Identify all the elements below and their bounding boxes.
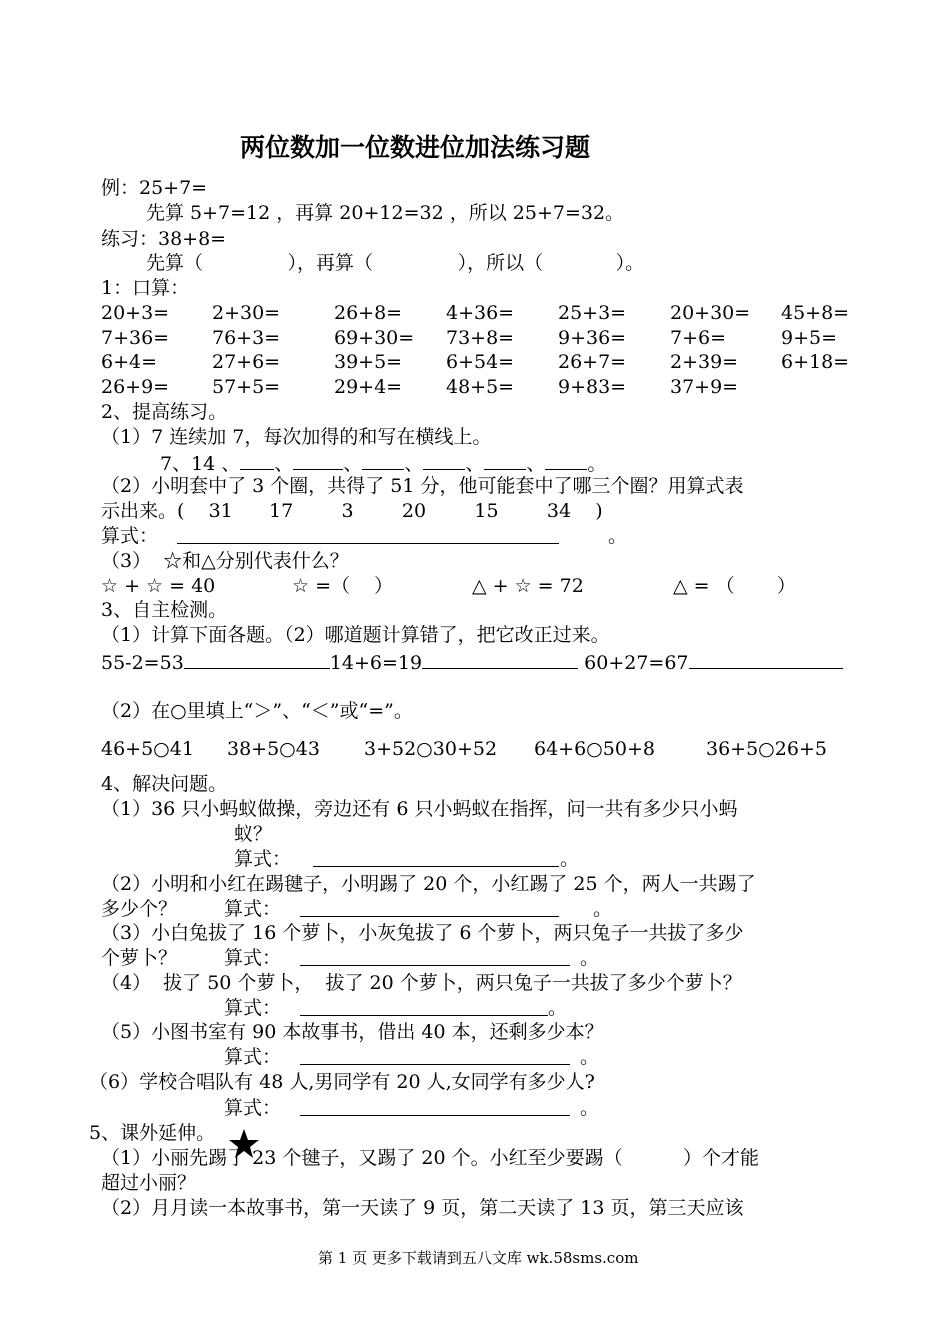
mental-math-row [101, 350, 861, 374]
period-mark: 。 [560, 848, 580, 870]
formula-answer-line[interactable] [300, 1045, 570, 1065]
section-3-heading: 3、自主检测。 [101, 599, 228, 621]
section-2-heading: 2、提高练习。 [101, 401, 228, 423]
sequence-start: 7、14 、 [160, 453, 241, 475]
period-mark: 。 [608, 525, 628, 547]
formula-answer-line[interactable] [300, 897, 559, 917]
check-equation: 14+6=19 [329, 652, 423, 674]
problem-text: （4） 拔了 50 个萝卜， 拔了 20 个萝卜，两只兔子一共拔了多少个萝卜？ [101, 972, 742, 994]
mental-math-item: 6+4= [101, 351, 158, 373]
mental-math-row [101, 375, 861, 399]
compare-item: 64+6○50+8 [534, 738, 655, 760]
mental-math-item: 73+8= [446, 327, 515, 349]
mental-math-item: 39+5= [334, 351, 403, 373]
compare-question: （2）在○里填上“＞”、“＜”或“=”。 [101, 700, 413, 722]
mental-math-row [101, 301, 861, 325]
period-mark: 。 [548, 997, 568, 1019]
mental-math-item: 69+30= [334, 327, 415, 349]
mental-math-item: 7+6= [670, 327, 727, 349]
separator: 、 [526, 453, 546, 475]
formula-label: 算式： [101, 525, 159, 547]
formula-label: 算式： [224, 947, 282, 969]
formula-answer-line[interactable] [177, 524, 559, 544]
mental-math-item: 45+8= [781, 302, 850, 324]
formula-answer-line[interactable] [300, 996, 548, 1016]
mental-math-item: 29+4= [334, 376, 403, 398]
mental-math-item: 57+5= [212, 376, 281, 398]
star-answer: ☆ =（ ） [292, 575, 394, 597]
section-5-heading: 5、课外延伸。 [89, 1122, 216, 1144]
sequence-end: 。 [587, 453, 607, 475]
mental-math-item: 4+36= [446, 302, 515, 324]
problem-text: 多少个？ [101, 898, 178, 920]
separator: 、 [343, 453, 363, 475]
page-footer: 第 1 页 更多下载请到五八文库 wk.58sms.com [318, 1249, 639, 1267]
symbol-question: （3） ☆和△分别代表什么？ [101, 550, 349, 572]
separator: 、 [404, 453, 424, 475]
period-mark: 。 [580, 1046, 600, 1068]
formula-answer-line[interactable] [313, 847, 559, 867]
check-question: （1）计算下面各题。（2）哪道题计算错了，把它改正过来。 [101, 624, 610, 646]
mental-math-item: 7+36= [101, 327, 170, 349]
section-4-heading: 4、解决问题。 [101, 773, 228, 795]
compare-item: 38+5○43 [227, 738, 320, 760]
formula-label: 算式： [224, 997, 282, 1019]
ring-question-options: 示出来。( 31 17 3 20 15 34 ) [101, 500, 603, 522]
problem-text: 蚁？ [234, 823, 273, 845]
example-question: 例：25+7= [101, 177, 208, 199]
mental-math-item: 20+3= [101, 302, 170, 324]
ring-question: （2）小明套中了 3 个圈，共得了 51 分，他可能套中了哪三个圈？用算式表 [101, 475, 744, 497]
section-1-heading: 1：口算： [101, 277, 190, 299]
mental-math-item: 6+54= [446, 351, 515, 373]
correction-line[interactable] [184, 649, 330, 669]
formula-label: 算式： [224, 898, 282, 920]
answer-blank[interactable] [484, 450, 526, 470]
triangle-equation: △ + ☆ = 72 [472, 575, 584, 597]
formula-answer-line[interactable] [300, 946, 570, 966]
triangle-answer: △ = （ ） [673, 575, 796, 597]
answer-blank[interactable] [423, 450, 465, 470]
answer-blank[interactable] [545, 450, 587, 470]
compare-item: 46+5○41 [101, 738, 194, 760]
period-mark: 。 [580, 1097, 600, 1119]
extension-text: （1）小丽先踢了 23 个毽子，又踢了 20 个。小红至少要踢（ ）个才能 [101, 1147, 759, 1169]
period-mark: 。 [593, 898, 613, 920]
page-title: 两位数加一位数进位加法练习题 [240, 133, 591, 162]
problem-text: （5）小图书室有 90 本故事书，借出 40 本，还剩多少本？ [101, 1021, 604, 1043]
separator: 、 [465, 453, 485, 475]
practice-blanks: 先算（ ），再算（ ），所以（ ）。 [146, 252, 645, 274]
formula-answer-line[interactable] [300, 1096, 570, 1116]
mental-math-item: 26+7= [558, 351, 627, 373]
mental-math-item: 27+6= [212, 351, 281, 373]
period-mark: 。 [580, 947, 600, 969]
mental-math-row [101, 326, 861, 350]
problem-text: （6）学校合唱队有 48 人,男同学有 20 人,女同学有多少人? [89, 1071, 595, 1093]
mental-math-item: 76+3= [212, 327, 281, 349]
extension-text: （2）月月读一本故事书，第一天读了 9 页，第二天读了 13 页，第三天应该 [101, 1197, 744, 1219]
correction-line[interactable] [422, 649, 578, 669]
mental-math-item: 20+30= [670, 302, 751, 324]
formula-label: 算式： [224, 1046, 282, 1068]
mental-math-item: 26+8= [334, 302, 403, 324]
check-equations [101, 649, 843, 675]
problem-text: （2）小明和小红在踢毽子，小明踢了 20 个，小红踢了 25 个，两人一共踢了 [101, 873, 756, 895]
formula-label: 算式： [234, 848, 292, 870]
separator: 、 [274, 453, 294, 475]
problem-text: （3）小白兔拔了 16 个萝卜，小灰兔拔了 6 个萝卜，两只兔子一共拔了多少 [101, 922, 744, 944]
mental-math-item: 2+30= [212, 302, 281, 324]
sequence-blanks [160, 450, 606, 476]
star-equation: ☆ + ☆ = 40 [101, 575, 216, 597]
practice-question: 练习：38+8= [101, 228, 227, 250]
mental-math-item: 2+39= [670, 351, 739, 373]
formula-label: 算式： [224, 1097, 282, 1119]
check-equation: 55-2=53 [101, 652, 184, 674]
mental-math-item: 48+5= [446, 376, 515, 398]
answer-blank[interactable] [240, 450, 274, 470]
problem-text: （1）36 只小蚂蚁做操，旁边还有 6 只小蚂蚁在指挥，问一共有多少只小蚂 [101, 798, 738, 820]
mental-math-item: 9+5= [781, 327, 838, 349]
extension-text: 超过小丽？ [101, 1172, 197, 1194]
check-equation: 60+27=67 [584, 652, 689, 674]
compare-item: 36+5○26+5 [706, 738, 827, 760]
mental-math-item: 37+9= [670, 376, 739, 398]
mental-math-item: 26+9= [101, 376, 170, 398]
answer-blank[interactable] [293, 450, 343, 470]
compare-item: 3+52○30+52 [364, 738, 498, 760]
mental-math-item: 25+3= [558, 302, 627, 324]
mental-math-item: 9+36= [558, 327, 627, 349]
mental-math-item: 9+83= [558, 376, 627, 398]
sequence-question: （1）7 连续加 7，每次加得的和写在横线上。 [101, 426, 492, 448]
example-solution: 先算 5+7=12 ，再算 20+12=32 ，所以 25+7=32。 [146, 202, 625, 224]
problem-text: 个萝卜？ [101, 947, 178, 969]
correction-line[interactable] [689, 649, 843, 669]
answer-blank[interactable] [362, 450, 404, 470]
mental-math-item: 6+18= [781, 351, 850, 373]
